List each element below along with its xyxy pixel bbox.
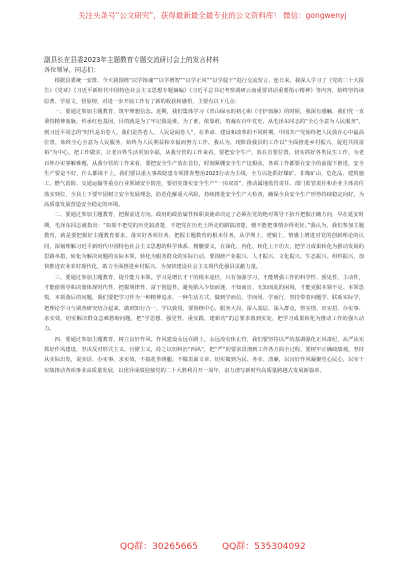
top-banner bbox=[0, 0, 408, 40]
footer-qq-group-2: QQ群：535304092 bbox=[222, 542, 306, 552]
document-body bbox=[44, 55, 364, 376]
footer-qq-group: QQ群：30265665 bbox=[120, 542, 198, 552]
paragraph-four: 四、要通过参加主题教育，树立良好作风。作风建设永远在路上，永远没有休止符，我们要坚持以严的基调强化正风肃纪，从严从实抓好作风建设，坚决反对形式主义、官僚主义，持之以恒纠治“四风”，把“严”的要求贯彻到工作各方面全过程，要树牢正确政绩观，坚持从实际出发，说实话、办实事、求实效，不搞花拳绣腿、不做表面文章，切实做到为民、务实、清廉，以良好作风凝聚党心民心，以实干实绩推动各项事业高质量发展，以优异成绩迎接党的二十大胜利召开一周年，奋力谱写新时代高质量跨越式发展新篇章。 bbox=[44, 336, 364, 374]
paragraph-intro: 根据县委统一安排，今天我围绕“以学铸魂”“以学增智”“以学正风”“以学促干”进行交流发言。连日来，我深入学习了《党的二十大报告》《党章》《习近平新时代中国特色社会主义思想专题摘编》《习近平总书记考察调研云南重要讲话重要指示精神》等内容，始终坚持读原著、学原文、悟原理，对进一步开展工作有了新的收获和感悟，主要有以下几点： bbox=[44, 78, 364, 105]
paragraph-three: 三、要通过参加主题教育，提升能力本领。学习是增长才干的根本途径，只有加强学习，才能增强工作的科学性、预见性、主动性，才能使领导和决策体现时代性、把握规律性、富于创造性，避免陷入少知而迷、不知而盲、无知而乱的困境，才能克服本领不足、本领恐慌、本领落后的问题，我们要把学习作为一种精神追求、一种生活方式，做到学而信、学而用、学而行，坚持带着问题学、联系实际学，把理论学习与调查研究结合起来，做到知行合一，学以致用，要围绕中心、服务大局，深入基层、深入群众，察实情、出实招、办实事、求实效，切实解决群众急难愁盼问题，把“学思想、强党性、重实践、建新功”的总要求落到实处，把学习成果转化为推动工作的强大动力。 bbox=[44, 274, 364, 333]
paragraph-one: 一、要通过参加主题教育，筑牢理想信念。近期，我们集体学习《青山绿水的初心和《守护血脉》的时候，我深有感触，我们党一直秉持精神血脉，传承红色基因，目的就是为了牢记我是谁，为了谁，依靠谁，筑魂在百年党史，从毛泽东同志的“全心全意为人民服务”，到习近平同志的“时代是出卷人，我们是答卷人，人民是阅卷人”，在革命、建设和改革的不同时期，中国共产党始终把人民放在心中最高位置，始终全心全意为人民服务，始终为人民利益和幸福而努力工作。我认为，现阶段我县的工作以“全面推进乡村振兴、促进共同富裕”为中心，把工作做实，让老百姓生活更加幸福，从我分管的工作来看，要把安全生产，放在首要位置，切实抓好各类民生工作，为老百姓办实事解难题，从我分管的工作来看，要把安全生产放在首位，时刻紧绷安全生产这根弦，各项工作都要在安全的前提下推进，安全生产要是不好，什么都谈不上。我们要以重大事故隐患专项排查整治2023行动为主线，全力以赴抓好煤矿、非煤矿山、危化品、建筑施工、燃气消防、交通运输等重点行业领域安全防范，要切实落实安全生产“一岗双责”，推动属地监管责任、部门监管责任和企业主体责任落实到位，全县上下要牢固树立安全发展理念，防范化解重大风险，持续推进安全生产大检查，确保全县安全生产形势持续稳定向好，为高质量发展营造安全稳定的环境。 bbox=[44, 109, 364, 209]
paragraph-two: 二、要通过参加主题教育，把握前进方向。政府的政治属性和职责使命决定了必须在党的绝对领导下抬升把握正确方向，早在延安时期，毛泽东同志就指出：“如果不把党的历史搞清楚，不把党在历史上所走的路搞清楚，便不能把事情办得更好。”我认为，我们参加主题教育，就是要把握好主题教育要求，落实好各项任务，把握主题教育的根本任务，从学理上、逻辑上、情感上增进对党的创新理论的认同，深刻理解习近平新时代中国特色社会主义思想的科学体系、精髓要义，在深化、内化、转化上下功夫，把学习成果转化为推动发展的思路举措，转化为解决问题的实际本领，转化为服务群众的实际行动，要围绕产业振兴、人才振兴、文化振兴、生态振兴、组织振兴，加快推进农业农村现代化，助力全面推进乡村振兴，为加快建设社会主义现代化强县贡献力量。 bbox=[44, 212, 364, 271]
document-title: 副县长在县委2023年主题教育专题交流研讨会上的发言材料 bbox=[44, 56, 220, 64]
banner-text: 关注头条号“公文研究”，获得最新最全最专业的公文资料库！ 微信：gongwenyj bbox=[78, 11, 347, 20]
document-greeting: 各位领导，同志们： bbox=[44, 67, 100, 74]
bottom-footer bbox=[0, 538, 408, 558]
